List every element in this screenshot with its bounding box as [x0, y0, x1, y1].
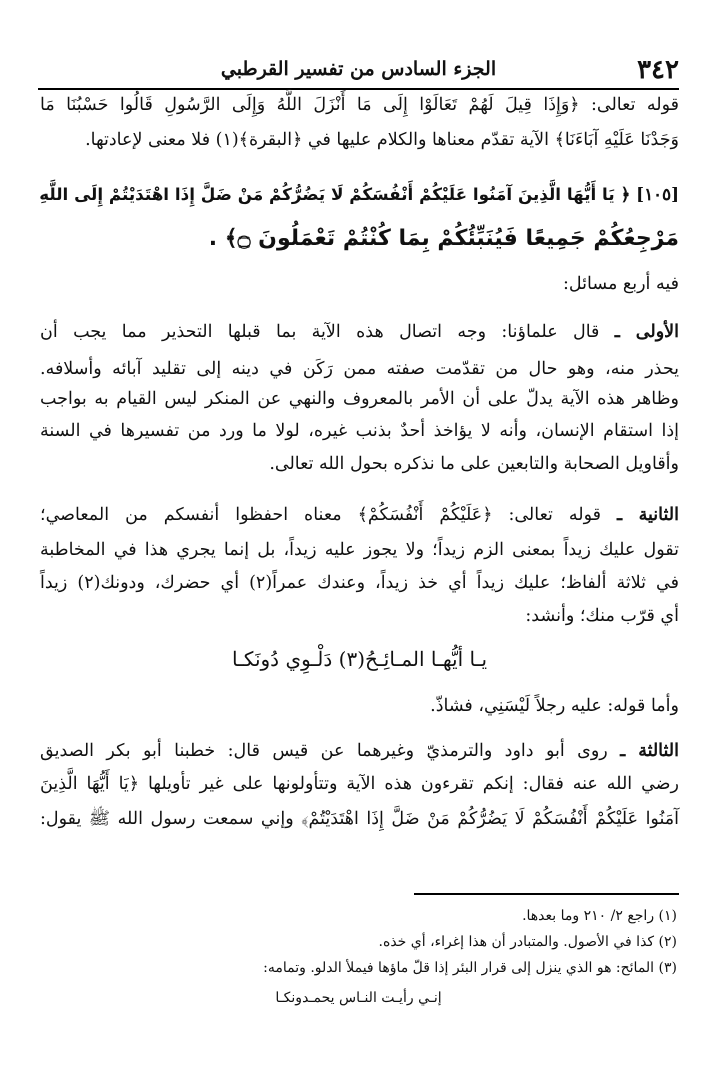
issue-third-label: الثالثة ـ: [620, 741, 679, 761]
intro-issues: فيه أربع مسائل:: [563, 274, 679, 294]
intro-line-2: وَجَدْنَا عَلَيْهِ آبَاءَنَا﴾ الآية تقدّم معناها والكلام عليها في ﴿البقرة﴾(١) فلا معنى لإعادتها.: [85, 130, 679, 150]
issue-second-label: الثانية ـ: [617, 505, 679, 525]
issue-second-line-4: أي قرّب منك؛ وأنشد:: [525, 606, 679, 626]
issue-first-text-1: قال علماؤنا: وجه اتصال هذه الآية بما قبلها التحذير مما يجب أن: [40, 322, 615, 342]
verse-line-1: [40, 177, 679, 211]
issue-first-line-1: [40, 319, 679, 345]
footnote-3: (٣) المائح: هو الذي ينزل إلى قرار البئر إذا قلّ ماؤها فيملأ الدلو. وتمامه:: [263, 960, 677, 976]
footnote-2: (٢) كذا في الأصول. والمتبادر أن هذا إغراء، أي خذه.: [378, 934, 677, 950]
verse-line-2: مَرْجِعُكُمْ جَمِيعًا فَيُنَبِّئُكُمْ بِمَا كُنْتُمْ تَعْمَلُونَ ۝﴾ .: [208, 226, 679, 251]
issue-first-line-2: يحذر منه، وهو حال من تقدّمت صفته ممن رَكَن في دينه إلى تقليد آبائه وأسلافه.: [40, 359, 679, 379]
issue-second-text-1: قوله تعالى: ﴿عَلَيْكُمْ أَنْفُسَكُمْ﴾ معناه احفظوا أنفسكم من المعاصي؛: [40, 505, 617, 525]
issue-third-text-1: روى أبو داود والترمذيّ وغيرهما عن قيس قال: خطبنا أبو بكر الصديق: [40, 741, 621, 761]
header-rule: [38, 88, 679, 90]
issue-second-line-1: [40, 502, 679, 528]
issue-second-line-3: في ثلاثة ألفاظ؛ عليك زيداً أي خذ زيداً، وعندك عمراً(٢) أي حضرك، ودونك(٢) زيداً: [40, 573, 679, 593]
issue-first-line-3: وظاهر هذه الآية يدلّ على أن الأمر بالمعروف والنهي عن المنكر ليس القيام به بواجب: [40, 389, 679, 409]
footnote-verse: إنـي رأيـت النـاس يحمـدونكـا: [275, 990, 442, 1006]
issue-third-line-3: آمَنُوا عَلَيْكُمْ أَنْفُسَكُمْ لَا يَضُرُّكُمْ مَنْ ضَلَّ إِذَا اهْتَدَيْتُمْ﴾ وإني سمعت رسول الله ﷺ يقول:: [40, 809, 679, 829]
poem-verse: يـا أيُّهـا المـائِـحُ(٣) دَلْـوِي دُونَكـا: [231, 647, 488, 671]
running-title: الجزء السادس من تفسير القرطبي: [220, 58, 497, 80]
issue-first-label: الأولى ـ: [614, 322, 679, 342]
issue-second-line-5: وأما قوله: عليه رجلاً لَيْسَنِي، فشاذّ.: [430, 696, 679, 716]
issue-first-line-4: إذا استقام الإنسان، وأنه لا يؤاخذ أحدٌ بذنب غيره، لولا ما ورد من تفسيرها في السنة: [40, 421, 679, 441]
footnote-1: (١) راجع ٢/ ٢١٠ وما بعدها.: [522, 908, 677, 924]
issue-third-line-2: رضي الله عنه فقال: إنكم تقرءون هذه الآية وتتأولونها على غير تأويلها ﴿يَا أَيُّهَا الَّذِينَ: [40, 774, 679, 794]
page-number: ٣٤٢: [637, 55, 679, 85]
issue-third-line-1: [40, 738, 679, 764]
footnote-rule: [414, 893, 679, 895]
verse-number: [١٠٥]: [636, 184, 679, 204]
verse-text-1: ﴿ يَا أَيُّهَا الَّذِينَ آمَنُوا عَلَيْكُمْ أَنْفُسَكُمْ لَا يَضُرُّكُمْ مَنْ ضَلَّ إِذَا اهْتَدَيْتُمْ إِلَى اللَّهِ: [39, 184, 631, 204]
issue-second-line-2: تقول عليك زيداً بمعنى الزم زيداً؛ ولا يجوز عليه زيداً، بل إنما يجري هذا في المخاطبة: [40, 540, 679, 560]
page-header: [38, 55, 679, 85]
issue-first-line-5: وأقاويل الصحابة والتابعين على ما نذكره بحول الله تعالى.: [269, 454, 679, 474]
intro-line-1: قوله تعالى: ﴿وَإِذَا قِيلَ لَهُمْ تَعَالَوْا إِلَى مَا أَنْزَلَ اللَّهُ وَإِلَى الرَّسُولِ قَالُوا حَسْبُنَا مَا: [40, 95, 679, 115]
